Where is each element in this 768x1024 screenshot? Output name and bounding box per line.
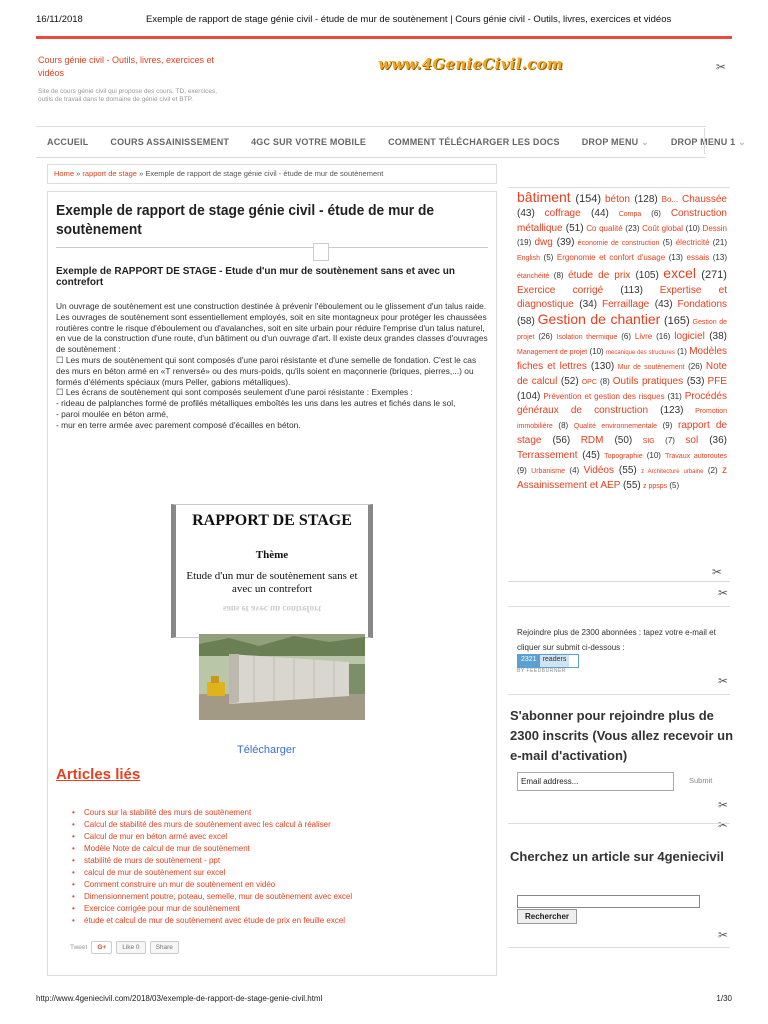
tag-count: (50)	[603, 435, 633, 446]
search-heading: Cherchez un article sur 4geniecivil	[510, 849, 724, 864]
tag-link[interactable]: Mur de soutènement	[617, 364, 685, 371]
tag-count: (45)	[577, 450, 601, 461]
tag-cloud-item[interactable]	[586, 224, 596, 233]
tag-count: (55)	[620, 480, 641, 491]
tag-count: (56)	[541, 435, 571, 446]
tag-count: (52)	[557, 376, 579, 387]
tag-count: (123)	[648, 405, 684, 416]
title-divider-box	[313, 243, 329, 261]
tag-link[interactable]: PFE	[707, 376, 727, 387]
tag-link[interactable]: Exercice corrigé	[517, 285, 604, 296]
submit-button[interactable]: Submit	[689, 776, 713, 785]
related-article-link[interactable]: • stabilité de murs de soutènement - ppt	[72, 855, 482, 867]
search-widget	[508, 823, 730, 948]
tag-count: (21)	[709, 238, 727, 247]
google-plus-button[interactable]: G+	[91, 941, 112, 954]
tag-link[interactable]: Fondations	[677, 299, 728, 310]
related-article-link[interactable]: • Calcul de stabilité des murs de soutènement avec les calcul à réaliser	[72, 819, 482, 831]
subscribe-heading: S'abonner pour rejoindre plus de 2300 inscrits (Vous allez recevoir un e-mail d'activation)	[510, 708, 734, 763]
tag-count: (13)	[665, 253, 683, 262]
print-url: http://www.4geniecivil.com/2018/03/exemple-de-rapport-de-stage-genie-civil.html	[36, 994, 323, 1003]
tag-count: (105)	[630, 270, 659, 281]
tag-link[interactable]: Gestion de projet	[517, 319, 727, 341]
tag-count: (8)	[549, 271, 564, 280]
tag-link[interactable]: z ppsps	[643, 483, 668, 490]
tag-link[interactable]: Livre	[634, 332, 653, 341]
tag-count: (5)	[667, 481, 680, 490]
tag-link[interactable]: Chaussée	[681, 194, 727, 205]
tag-link[interactable]: coffrage	[544, 208, 581, 219]
tag-cloud-item[interactable]	[641, 466, 718, 475]
tag-cloud-item[interactable]	[613, 377, 705, 386]
tag-cloud-item[interactable]	[602, 300, 673, 309]
tag-cloud-item[interactable]	[517, 189, 602, 205]
breadcrumb-home[interactable]: Home	[54, 169, 75, 178]
tag-link[interactable]: électricité	[675, 238, 710, 247]
reader-label: readers	[540, 655, 570, 667]
tag-link[interactable]: Outils pratiques	[612, 376, 684, 387]
tag-count: (8)	[552, 421, 569, 430]
breadcrumb-current: Exemple de rapport de stage génie civil - étude de mur de soutènement	[145, 169, 384, 178]
sidebar-divider	[508, 606, 730, 607]
tag-count: (23)	[622, 224, 640, 233]
tag-count: (4)	[565, 466, 580, 475]
tag-count: (36)	[698, 435, 727, 446]
tag-link[interactable]: rapport de stage	[517, 420, 728, 446]
tag-cloud-item[interactable]	[663, 265, 727, 281]
tag-link[interactable]: Gestion de chantier	[537, 311, 661, 327]
tag-link[interactable]: essais	[686, 253, 710, 262]
tag-count: (43)	[649, 299, 673, 310]
nav-item-drop-menu-label: DROP MENU	[581, 136, 639, 147]
tag-link[interactable]: bâtiment	[517, 189, 571, 205]
tag-link[interactable]: logiciel	[674, 331, 705, 342]
related-article-link[interactable]: • Exercice corrigée pour mur de soutènement	[72, 903, 482, 915]
tag-link[interactable]: Modèles fiches et lettres	[517, 346, 728, 372]
tag-link[interactable]: Co	[586, 224, 597, 233]
tag-count: (10)	[587, 347, 604, 356]
related-articles-list	[72, 807, 482, 927]
tag-cloud-item[interactable]	[537, 311, 690, 327]
tag-link[interactable]: Topographie	[604, 453, 643, 460]
tag-count: (39)	[552, 237, 575, 248]
tag-cloud-item[interactable]	[674, 332, 727, 341]
tag-cloud-item[interactable]	[545, 209, 609, 218]
related-article-link[interactable]: • Modèle Note de calcul de mur de soutènement	[72, 843, 482, 855]
reader-count: 2321	[518, 655, 540, 667]
related-article-link[interactable]: • calcul de mur de soutènement sur excel	[72, 867, 482, 879]
tag-cloud-item[interactable]	[635, 332, 670, 341]
tag-count: (9)	[657, 421, 673, 430]
wrench-icon[interactable]: ✂	[718, 674, 729, 688]
sidebar-divider	[508, 694, 730, 695]
tag-cloud-item[interactable]	[582, 377, 610, 386]
tag-cloud-item[interactable]	[517, 253, 553, 262]
related-articles-heading: Articles liés	[56, 766, 141, 783]
tag-count: (58)	[517, 316, 535, 327]
tag-count: (5)	[659, 238, 673, 247]
search-input[interactable]	[517, 895, 700, 908]
tag-link[interactable]: Travaux autoroutes	[665, 453, 727, 460]
tag-count: (10)	[683, 224, 700, 233]
tag-link[interactable]: SIG	[642, 438, 655, 445]
nav-item-drop-menu[interactable]	[571, 137, 660, 148]
download-link[interactable]: Télécharger	[237, 744, 296, 756]
tag-cloud-item[interactable]	[687, 253, 727, 262]
tag-cloud-item[interactable]	[534, 238, 574, 247]
tag-link[interactable]: qualité	[599, 224, 623, 233]
breadcrumb-separator: »	[136, 169, 146, 178]
tag-link[interactable]: Construction métallique	[517, 208, 727, 234]
post-body	[56, 301, 488, 431]
share-button[interactable]: Share	[150, 941, 179, 954]
tag-count: (128)	[630, 194, 658, 205]
tag-count: (1)	[674, 347, 687, 356]
nav-item-accueil[interactable]: ACCUEIL	[47, 137, 89, 147]
cover-reflection: sans et avec un contrefort	[222, 604, 322, 614]
wrench-icon[interactable]: ✂	[718, 798, 729, 812]
nav-item-drop-menu-1-label: DROP MENU 1	[670, 136, 736, 147]
tag-count: (9)	[517, 466, 527, 475]
tag-cloud-item[interactable]	[568, 271, 659, 280]
tag-count: (104)	[517, 391, 541, 402]
tag-link[interactable]: Prévention et gestion des risques	[543, 392, 665, 401]
tag-count: (43)	[517, 208, 535, 219]
tag-link[interactable]: Urbanisme	[531, 468, 566, 475]
tag-cloud-item[interactable]	[517, 451, 600, 460]
tag-cloud-item[interactable]	[642, 224, 700, 233]
tag-cloud-item[interactable]	[531, 466, 579, 475]
cover-subject: Etude d'un mur de soutènement sans et avec un contrefort	[186, 570, 358, 595]
tag-link[interactable]: Dessin	[702, 224, 727, 233]
retaining-wall-photo	[199, 634, 365, 720]
site-logo[interactable]: www.4GenieCivil.com	[378, 55, 564, 73]
tag-count: (10)	[642, 451, 661, 460]
body-paragraph: - paroi moulée en béton armé,	[56, 408, 169, 419]
print-date: 16/11/2018	[36, 14, 83, 25]
body-paragraph: - mur en terre armée avec parement composé d'écailles en béton.	[56, 419, 301, 430]
tag-count: (5)	[539, 253, 554, 262]
tag-link[interactable]: sol	[685, 435, 699, 446]
tag-count: (113)	[603, 285, 644, 296]
tag-count: (16)	[652, 332, 671, 341]
retaining-wall-photo-drawing	[199, 634, 365, 720]
tag-count: (7)	[654, 436, 675, 445]
nav-item-comment-telecharger[interactable]: COMMENT TÉLÉCHARGER LES DOCS	[388, 137, 560, 147]
tag-count: (165)	[660, 315, 690, 327]
tag-cloud-item[interactable]	[574, 421, 673, 430]
tag-link[interactable]: étude de prix	[568, 270, 631, 281]
post-title: Exemple de rapport de stage génie civil - étude de mur de soutènement	[56, 202, 435, 238]
feedburner-badge[interactable]	[517, 654, 579, 668]
tag-count: (8)	[596, 377, 610, 386]
tag-count: (130)	[586, 361, 615, 372]
site-description: Site de cours génie civil qui propose des cours, TD, exercices, outils de travail dans le domaine de génie civil et BTP.	[38, 88, 218, 103]
wrench-icon[interactable]: ✂	[712, 565, 723, 579]
tag-cloud-item[interactable]	[557, 332, 631, 341]
tag-count: (19)	[517, 238, 532, 247]
print-header	[36, 10, 732, 24]
tag-link[interactable]: Promotion immobilière	[517, 408, 727, 430]
tag-link[interactable]: dwg	[534, 237, 553, 248]
wrench-icon[interactable]: ✂	[718, 586, 729, 600]
tag-link[interactable]: béton	[604, 194, 630, 205]
email-field[interactable]	[517, 772, 674, 791]
tag-count: (2)	[703, 466, 718, 475]
tag-link[interactable]: économie de construction	[577, 240, 660, 247]
tag-link[interactable]: Procédés généraux de construction	[517, 391, 727, 416]
tag-link[interactable]: excel	[663, 265, 696, 281]
tweet-button[interactable]: Tweet	[70, 944, 88, 951]
tag-cloud-item[interactable]	[676, 238, 727, 247]
tag-link[interactable]: Compa	[618, 211, 642, 218]
related-article-link[interactable]: • Comment construire un mur de soutènement en vidéo	[72, 879, 482, 891]
related-article-link[interactable]: • Dimensionnement poutre, poteau, semelle, mur de soutènement avec excel	[72, 891, 482, 903]
body-paragraph: ☐ Les écrans de soutènement qui sont composés seulement d'une paroi résistante : Exemples :	[56, 387, 413, 398]
nav-item-4gc-mobile[interactable]: 4GC SUR VOTRE MOBILE	[251, 137, 367, 147]
tag-cloud-item[interactable]	[599, 224, 639, 233]
tag-link[interactable]: Vidéos	[583, 465, 614, 476]
tag-count: (26)	[534, 332, 553, 341]
tag-count: (154)	[570, 193, 602, 205]
cover-theme: Thème	[255, 549, 289, 561]
tag-cloud	[517, 190, 727, 494]
tag-cloud-item[interactable]	[604, 451, 661, 460]
tag-cloud-item[interactable]	[619, 209, 642, 218]
body-paragraph: Un ouvrage de soutènement est une construction destinée à prévenir l'éboulement ou le glissement d'un talus raide. Les ouvrages de soutènement sont essentiellement employés, soit en site montagneux pour protéger les chaussées routières contre le risque d'éboulement ou d'avalanches, soit en site urbain pour réduire l'emprise d'un talus naturel, en vue de la construction d'une route, d'un bâtiment ou d'un ouvrage d'art. Il existe deux grandes classes d'ouvrages de soutènement :	[56, 301, 488, 355]
tag-link[interactable]: z Architecture urbaine	[641, 469, 704, 475]
tag-link[interactable]: Ergonomie et confort d'usage	[556, 253, 666, 262]
tag-cloud-item[interactable]	[651, 209, 661, 218]
subscribe-description: Rejoindre plus de 2300 abonnées : tapez votre e-mail et cliquer sur submit ci-dessous :	[517, 628, 716, 652]
tag-link[interactable]: z Assainissement et AEP	[517, 465, 728, 491]
tag-cloud-item[interactable]	[581, 436, 633, 445]
tag-cloud-item[interactable]	[584, 466, 637, 475]
tag-count: (53)	[683, 376, 705, 387]
top-accent-rule	[36, 36, 732, 39]
tag-link[interactable]: OPC	[581, 379, 597, 386]
tag-count: (34)	[573, 299, 598, 310]
body-paragraph: ☐ Les murs de soutènement qui sont composés d'une paroi résistante et d'une semelle de fondation. C'est le cas des murs en béton armé en «T renversé» ou des murs-poids, qu'ils soient en maçonnerie (briques, pierres,...) ou formés d'éléments spéciaux (murs Peller, gabions métalliques).	[56, 354, 477, 387]
title-divider	[56, 247, 488, 248]
tag-count: (38)	[704, 331, 728, 342]
tag-cloud-item[interactable]	[557, 253, 683, 262]
tag-count: (44)	[580, 208, 609, 219]
tag-cloud-item[interactable]	[643, 436, 675, 445]
site-title[interactable]: Cours génie civil - Outils, livres, exercices et vidéos	[38, 55, 215, 78]
tag-cloud-item[interactable]	[685, 436, 727, 445]
body-paragraph: - rideau de palplanches formé de profilés métalliques emboîtés les uns dans les autres et fichés dans le sol,	[56, 398, 456, 409]
post-subtitle: Exemple de RAPPORT DE STAGE - Etude d'un mur de soutènement sans et avec un contrefort	[56, 266, 455, 288]
tag-count: (6)	[617, 332, 631, 341]
wrench-icon[interactable]: ✂	[718, 928, 729, 942]
related-article-link[interactable]: • Calcul de mur en béton armé avec excel	[72, 831, 482, 843]
tag-link[interactable]: mécanique des structures	[606, 350, 675, 356]
tag-link[interactable]: Expertise et diagnostique	[517, 285, 727, 310]
like-button[interactable]: Like 0	[116, 941, 145, 954]
tag-link[interactable]: Coût global	[642, 224, 684, 233]
tag-cloud-item[interactable]	[517, 286, 643, 295]
print-page-title: Exemple de rapport de stage génie civil - étude de mur de soutènement | Cours génie civil - Outils, livres, exercices et vidéos	[146, 14, 672, 25]
tag-link[interactable]: Isolation thermique	[556, 334, 618, 341]
tag-count: (13)	[709, 253, 727, 262]
print-page-number: 1/30	[716, 994, 732, 1003]
tag-link[interactable]: RDM	[580, 435, 604, 446]
breadcrumb-category[interactable]: rapport de stage	[82, 169, 137, 178]
nav-item-cours-assainissement[interactable]: COURS ASSAINISSEMENT	[110, 137, 230, 147]
tag-count: (51)	[562, 223, 584, 234]
tag-link[interactable]: Bo...	[661, 195, 679, 204]
main-navigation	[36, 126, 746, 158]
tag-cloud-item[interactable]	[662, 195, 678, 204]
breadcrumb-separator: »	[74, 169, 83, 178]
nav-scroll-handle[interactable]	[704, 128, 712, 154]
tag-count: (26)	[684, 362, 703, 371]
tag-link[interactable]: Ferraillage	[602, 299, 650, 310]
search-button[interactable]: Rechercher	[517, 909, 577, 924]
tag-cloud-item[interactable]	[578, 238, 673, 247]
tag-cloud-item[interactable]	[606, 347, 687, 356]
breadcrumb	[47, 164, 497, 184]
tag-link[interactable]: English	[517, 255, 540, 262]
tag-count: (271)	[695, 269, 727, 281]
related-article-link[interactable]: • Cours sur la stabilité des murs de soutènement	[72, 807, 482, 819]
tag-count: (6)	[651, 209, 661, 218]
tag-link[interactable]: Management de projet	[517, 349, 588, 356]
tag-cloud-item[interactable]	[618, 362, 703, 371]
tag-count: (55)	[614, 465, 637, 476]
wrench-icon[interactable]: ✂	[716, 60, 727, 74]
tag-link[interactable]: Note de calcul	[517, 361, 727, 387]
feedburner-credit: BY FEEDBURNER	[517, 668, 566, 674]
tag-cloud-item[interactable]	[643, 481, 679, 490]
tag-link[interactable]: Terrassement	[517, 450, 578, 461]
tag-count: (31)	[664, 392, 682, 401]
share-buttons	[70, 941, 179, 954]
chevron-down-icon: ⌄	[641, 136, 649, 147]
tag-link[interactable]: Qualité environnementale	[573, 423, 657, 430]
tag-link[interactable]: étanchéité	[517, 273, 550, 280]
tag-cloud-item[interactable]	[517, 271, 564, 280]
wrench-icon[interactable]: ✂	[718, 818, 729, 832]
cover-title: RAPPORT DE STAGE	[192, 512, 352, 529]
related-article-link[interactable]: • étude et calcul de mur de soutènement avec étude de prix en feuille excel	[72, 915, 482, 927]
chevron-down-icon: ⌄	[738, 136, 746, 147]
tag-cloud-item[interactable]	[605, 195, 658, 204]
tag-cloud-item[interactable]	[543, 392, 681, 401]
tag-cloud-item[interactable]	[517, 347, 604, 356]
